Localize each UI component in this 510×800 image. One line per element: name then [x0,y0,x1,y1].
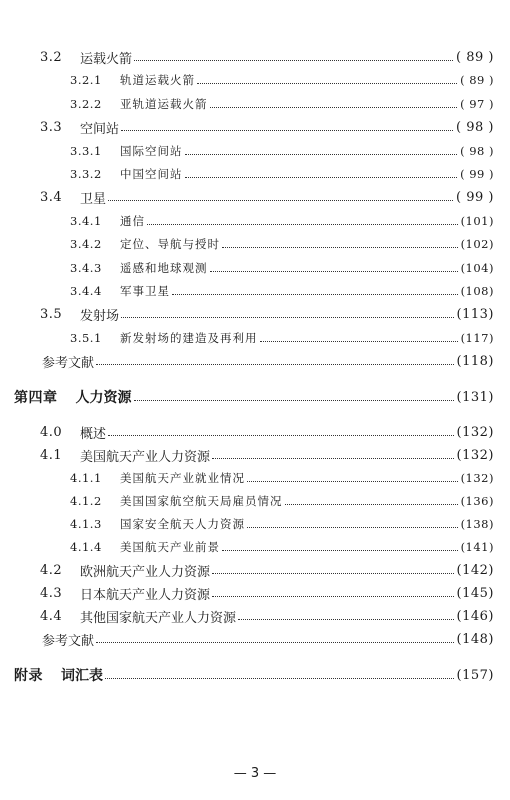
toc-entry-subsection [70,468,494,488]
dot-leader [210,106,458,108]
toc-entry-number: 4.2 [40,562,63,578]
toc-entry-page: (132) [456,447,494,463]
dot-leader [212,457,454,459]
dot-leader [210,270,458,272]
dot-leader [197,82,457,84]
toc-entry-page: ( 98 ) [460,144,494,158]
dot-leader [285,503,458,505]
toc-entry-title: 概述 [80,426,107,442]
toc-entry-number: 3.4.1 [70,214,102,228]
toc-entry-page: (132) [456,424,494,440]
toc-entry-title: 卫星 [80,191,107,207]
toc-entry-page: (136) [460,494,494,508]
toc-entry-number: 4.0 [40,424,63,440]
toc-entry-number: 第四章 [14,390,58,406]
toc-entry-title: 美国航天产业前景 [120,540,220,554]
dot-leader [185,176,458,178]
toc-entry-page: (148) [456,631,494,647]
toc-entry-page: (113) [456,306,494,322]
toc-entry-section [40,560,494,580]
toc-entry-section [40,187,494,207]
toc-entry-title: 词汇表 [61,668,103,684]
dot-leader [185,153,458,155]
toc-entry-page: ( 97 ) [460,97,494,111]
toc-entry-page: (138) [460,517,494,531]
dot-leader [134,399,454,401]
toc-entry-subsection [70,258,494,278]
toc-entry-title: 新发射场的建造及再利用 [120,331,258,345]
toc-entry-page: ( 89 ) [456,49,494,65]
toc-entry-subsection [70,537,494,557]
toc-entry-title: 运载火箭 [80,51,133,67]
toc-entry-subsection [70,164,494,184]
toc-entry-subsection [70,141,494,161]
dot-leader [212,572,454,574]
toc-entry-number: 附录 [14,668,43,684]
toc-entry-references [42,629,494,649]
toc-entry-page: (141) [460,540,494,554]
dot-leader [121,316,454,318]
toc-entry-section [40,47,494,67]
toc-entry-subsection [70,328,494,348]
toc-entry-subsection [70,281,494,301]
toc-entry-number: 4.3 [40,585,63,601]
toc-entry-number: 3.4 [40,189,63,205]
toc-entry-subsection [70,70,494,90]
toc-entry-number: 3.5.1 [70,331,102,345]
toc-entry-number: 3.2.2 [70,97,102,111]
toc-entry-page: (117) [460,331,494,345]
toc-entry-section [40,583,494,603]
toc-entry-title: 日本航天产业人力资源 [80,587,211,603]
dot-leader [108,434,454,436]
toc-entry-subsection [70,234,494,254]
toc-entry-page: (108) [460,284,494,298]
dot-leader [222,246,458,248]
toc-entry-number: 3.2.1 [70,73,102,87]
toc-entry-page: (101) [460,214,494,228]
toc-entry-number: 4.1.3 [70,517,102,531]
toc-entry-number: 3.4.4 [70,284,102,298]
toc-entry-title: 欧洲航天产业人力资源 [80,564,211,580]
toc-entry-page: (118) [456,353,494,369]
toc-entry-number: 3.5 [40,306,63,322]
dot-leader [96,363,454,365]
dot-leader [172,293,458,295]
toc-entry-title: 通信 [120,214,145,228]
page-number-footer: — 3 — [233,766,277,781]
toc-entry-title: 发射场 [80,308,120,324]
toc-entry-title: 人力资源 [75,390,132,406]
toc-entry-page: ( 89 ) [460,73,494,87]
toc-entry-page: (142) [456,562,494,578]
toc-entry-page: (157) [456,667,494,683]
toc-entry-subsection [70,491,494,511]
toc-entry-page: (145) [456,585,494,601]
dot-leader [108,199,453,201]
toc-entry-references [42,351,494,371]
dot-leader [247,480,458,482]
toc-entry-title: 美国航天产业人力资源 [80,449,211,465]
toc-entry-title: 美国航天产业就业情况 [120,471,245,485]
toc-entry-page: (104) [460,261,494,275]
toc-entry-title: 参考文献 [42,633,95,649]
toc-entry-title: 参考文献 [42,355,95,371]
dot-leader [247,526,458,528]
toc-entry-page: ( 98 ) [456,119,494,135]
toc-entry-number: 4.1.4 [70,540,102,554]
toc-entry-subsection [70,514,494,534]
dot-leader [260,340,458,342]
toc-entry-title: 国家安全航天人力资源 [120,517,245,531]
toc-entry-title: 其他国家航天产业人力资源 [80,610,237,626]
toc-entry-number: 3.2 [40,49,63,65]
toc-entry-number: 3.4.3 [70,261,102,275]
dot-leader [222,549,458,551]
dot-leader [212,595,454,597]
toc-entry-number: 3.3 [40,119,63,135]
toc-entry-page: ( 99 ) [460,167,494,181]
toc-entry-number: 3.3.1 [70,144,102,158]
toc-entry-title: 空间站 [80,121,120,137]
toc-entry-title: 遥感和地球观测 [120,261,208,275]
dot-leader [96,641,454,643]
toc-entry-page: (102) [460,237,494,251]
toc-entry-title: 军事卫星 [120,284,170,298]
dot-leader [134,59,453,61]
toc-entry-chapter [14,387,494,407]
toc-entry-number: 4.1 [40,447,63,463]
toc-entry-page: (132) [460,471,494,485]
dot-leader [121,129,453,131]
toc-entry-title: 定位、导航与授时 [120,237,220,251]
toc-entry-page: (131) [456,389,494,405]
toc-entry-section [40,445,494,465]
toc-entry-title: 亚轨道运载火箭 [120,97,208,111]
toc-entry-section [40,422,494,442]
toc-entry-section [40,117,494,137]
dot-leader [238,618,454,620]
dot-leader [105,677,454,679]
toc-entry-appendix [14,665,494,685]
dot-leader [147,223,458,225]
toc-entry-number: 4.1.1 [70,471,102,485]
toc-entry-title: 中国空间站 [120,167,183,181]
toc-entry-subsection [70,94,494,114]
toc-entry-title: 美国国家航空航天局雇员情况 [120,494,283,508]
toc-entry-section [40,304,494,324]
toc-entry-number: 3.4.2 [70,237,102,251]
toc-entry-number: 4.4 [40,608,63,624]
toc-entry-page: (146) [456,608,494,624]
toc-entry-number: 4.1.2 [70,494,102,508]
toc-entry-section [40,606,494,626]
toc-entry-title: 国际空间站 [120,144,183,158]
toc-entry-subsection [70,211,494,231]
toc-entry-title: 轨道运载火箭 [120,73,195,87]
toc-entry-number: 3.3.2 [70,167,102,181]
toc-entry-page: ( 99 ) [456,189,494,205]
